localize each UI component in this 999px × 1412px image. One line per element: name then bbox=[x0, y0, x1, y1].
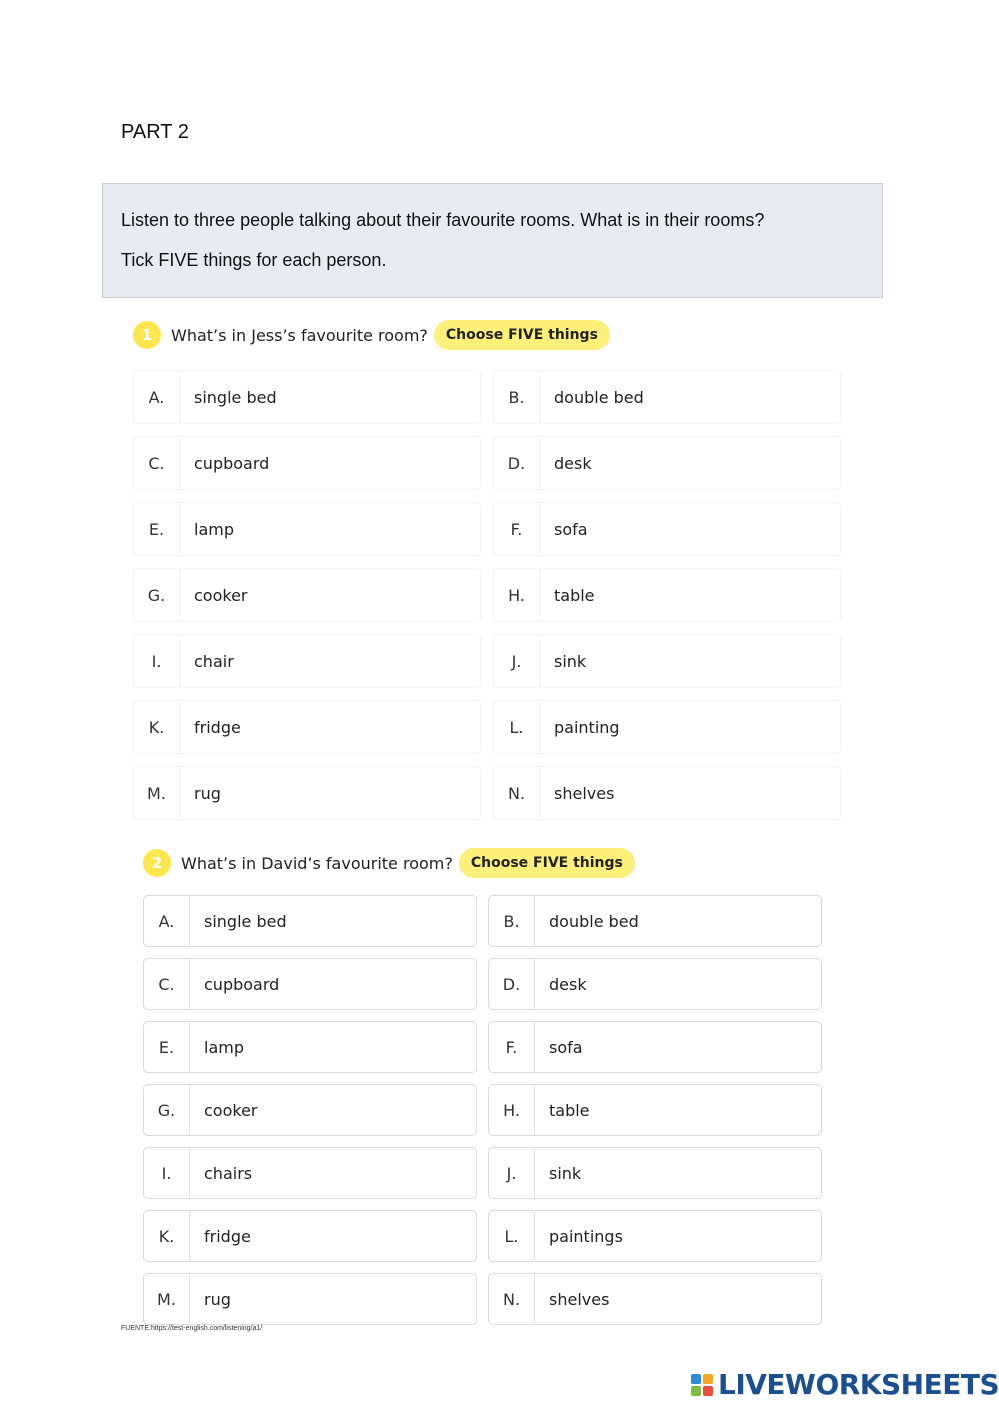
option-label: sink bbox=[549, 1163, 582, 1183]
option-label: sofa bbox=[549, 1037, 583, 1057]
option-shelves[interactable] bbox=[488, 1273, 822, 1325]
option-letter: E. bbox=[144, 1022, 190, 1072]
option-letter: K. bbox=[134, 701, 180, 753]
option-letter: D. bbox=[494, 437, 540, 489]
option-label: fridge bbox=[194, 717, 241, 737]
instructions-line-2: Tick FIVE things for each person. bbox=[121, 250, 387, 270]
option-label: rug bbox=[204, 1289, 231, 1309]
option-letter: I. bbox=[134, 635, 180, 687]
question-2-options bbox=[143, 895, 822, 1325]
option-letter: J. bbox=[494, 635, 540, 687]
option-cooker[interactable] bbox=[133, 568, 481, 622]
question-1-header bbox=[133, 320, 610, 350]
option-table[interactable] bbox=[493, 568, 841, 622]
option-letter: M. bbox=[134, 767, 180, 819]
option-rug[interactable] bbox=[143, 1273, 477, 1325]
option-label: lamp bbox=[194, 519, 234, 539]
option-chairs[interactable] bbox=[143, 1147, 477, 1199]
option-sofa[interactable] bbox=[493, 502, 841, 556]
option-label: double bed bbox=[554, 387, 644, 407]
option-letter: B. bbox=[494, 371, 540, 423]
option-label: desk bbox=[554, 453, 592, 473]
option-label: table bbox=[549, 1100, 590, 1120]
option-letter: A. bbox=[134, 371, 180, 423]
option-letter: L. bbox=[494, 701, 540, 753]
option-shelves[interactable] bbox=[493, 766, 841, 820]
question-text: What’s in Jess’s favourite room? bbox=[171, 325, 428, 345]
option-label: painting bbox=[554, 717, 620, 737]
question-text: What’s in David’s favourite room? bbox=[181, 853, 453, 873]
option-label: lamp bbox=[204, 1037, 244, 1057]
option-label: chair bbox=[194, 651, 234, 671]
part-title: PART 2 bbox=[121, 121, 189, 143]
option-letter: B. bbox=[489, 896, 535, 946]
option-letter: F. bbox=[489, 1022, 535, 1072]
option-letter: H. bbox=[489, 1085, 535, 1135]
option-label: paintings bbox=[549, 1226, 623, 1246]
option-label: cooker bbox=[194, 585, 248, 605]
source-note: FUENTE:https://test-english.com/listening/a1/ bbox=[121, 1325, 263, 1332]
option-letter: A. bbox=[144, 896, 190, 946]
logo-text: LIVEWORKSHEETS bbox=[718, 1368, 999, 1401]
instructions-line-1: Listen to three people talking about their favourite rooms. What is in their rooms? bbox=[121, 210, 765, 230]
option-label: chairs bbox=[204, 1163, 253, 1183]
option-letter: N. bbox=[489, 1274, 535, 1324]
option-letter: C. bbox=[134, 437, 180, 489]
liveworksheets-logo-icon bbox=[690, 1373, 714, 1397]
option-chair[interactable] bbox=[133, 634, 481, 688]
option-sofa[interactable] bbox=[488, 1021, 822, 1073]
option-fridge[interactable] bbox=[133, 700, 481, 754]
question-2-header bbox=[143, 848, 635, 878]
question-1-options bbox=[133, 370, 841, 820]
option-label: rug bbox=[194, 783, 221, 803]
option-double-bed[interactable] bbox=[493, 370, 841, 424]
option-letter: I. bbox=[144, 1148, 190, 1198]
instructions-box bbox=[102, 183, 883, 298]
option-label: sink bbox=[554, 651, 587, 671]
option-letter: D. bbox=[489, 959, 535, 1009]
option-cupboard[interactable] bbox=[143, 958, 477, 1010]
option-cupboard[interactable] bbox=[133, 436, 481, 490]
option-label: table bbox=[554, 585, 595, 605]
option-letter: L. bbox=[489, 1211, 535, 1261]
option-letter: G. bbox=[144, 1085, 190, 1135]
option-double-bed[interactable] bbox=[488, 895, 822, 947]
option-letter: J. bbox=[489, 1148, 535, 1198]
option-painting[interactable] bbox=[493, 700, 841, 754]
question-number-badge: 1 bbox=[133, 321, 161, 349]
liveworksheets-logo bbox=[690, 1368, 999, 1401]
option-fridge[interactable] bbox=[143, 1210, 477, 1262]
option-desk[interactable] bbox=[493, 436, 841, 490]
option-label: single bed bbox=[204, 911, 287, 931]
option-letter: G. bbox=[134, 569, 180, 621]
option-label: cupboard bbox=[204, 974, 280, 994]
option-table[interactable] bbox=[488, 1084, 822, 1136]
question-number-badge: 2 bbox=[143, 849, 171, 877]
option-label: double bed bbox=[549, 911, 639, 931]
option-label: desk bbox=[549, 974, 587, 994]
option-label: cupboard bbox=[194, 453, 270, 473]
option-letter: N. bbox=[494, 767, 540, 819]
option-cooker[interactable] bbox=[143, 1084, 477, 1136]
option-desk[interactable] bbox=[488, 958, 822, 1010]
option-paintings[interactable] bbox=[488, 1210, 822, 1262]
option-letter: E. bbox=[134, 503, 180, 555]
option-lamp[interactable] bbox=[133, 502, 481, 556]
option-label: single bed bbox=[194, 387, 277, 407]
option-letter: K. bbox=[144, 1211, 190, 1261]
option-letter: C. bbox=[144, 959, 190, 1009]
option-letter: H. bbox=[494, 569, 540, 621]
choose-five-badge: Choose FIVE things bbox=[434, 320, 610, 350]
option-letter: M. bbox=[144, 1274, 190, 1324]
option-label: shelves bbox=[554, 783, 615, 803]
option-single-bed[interactable] bbox=[133, 370, 481, 424]
choose-five-badge: Choose FIVE things bbox=[459, 848, 635, 878]
option-label: cooker bbox=[204, 1100, 258, 1120]
option-label: shelves bbox=[549, 1289, 610, 1309]
option-single-bed[interactable] bbox=[143, 895, 477, 947]
option-letter: F. bbox=[494, 503, 540, 555]
option-sink[interactable] bbox=[493, 634, 841, 688]
option-sink[interactable] bbox=[488, 1147, 822, 1199]
option-label: fridge bbox=[204, 1226, 251, 1246]
option-lamp[interactable] bbox=[143, 1021, 477, 1073]
option-rug[interactable] bbox=[133, 766, 481, 820]
option-label: sofa bbox=[554, 519, 588, 539]
